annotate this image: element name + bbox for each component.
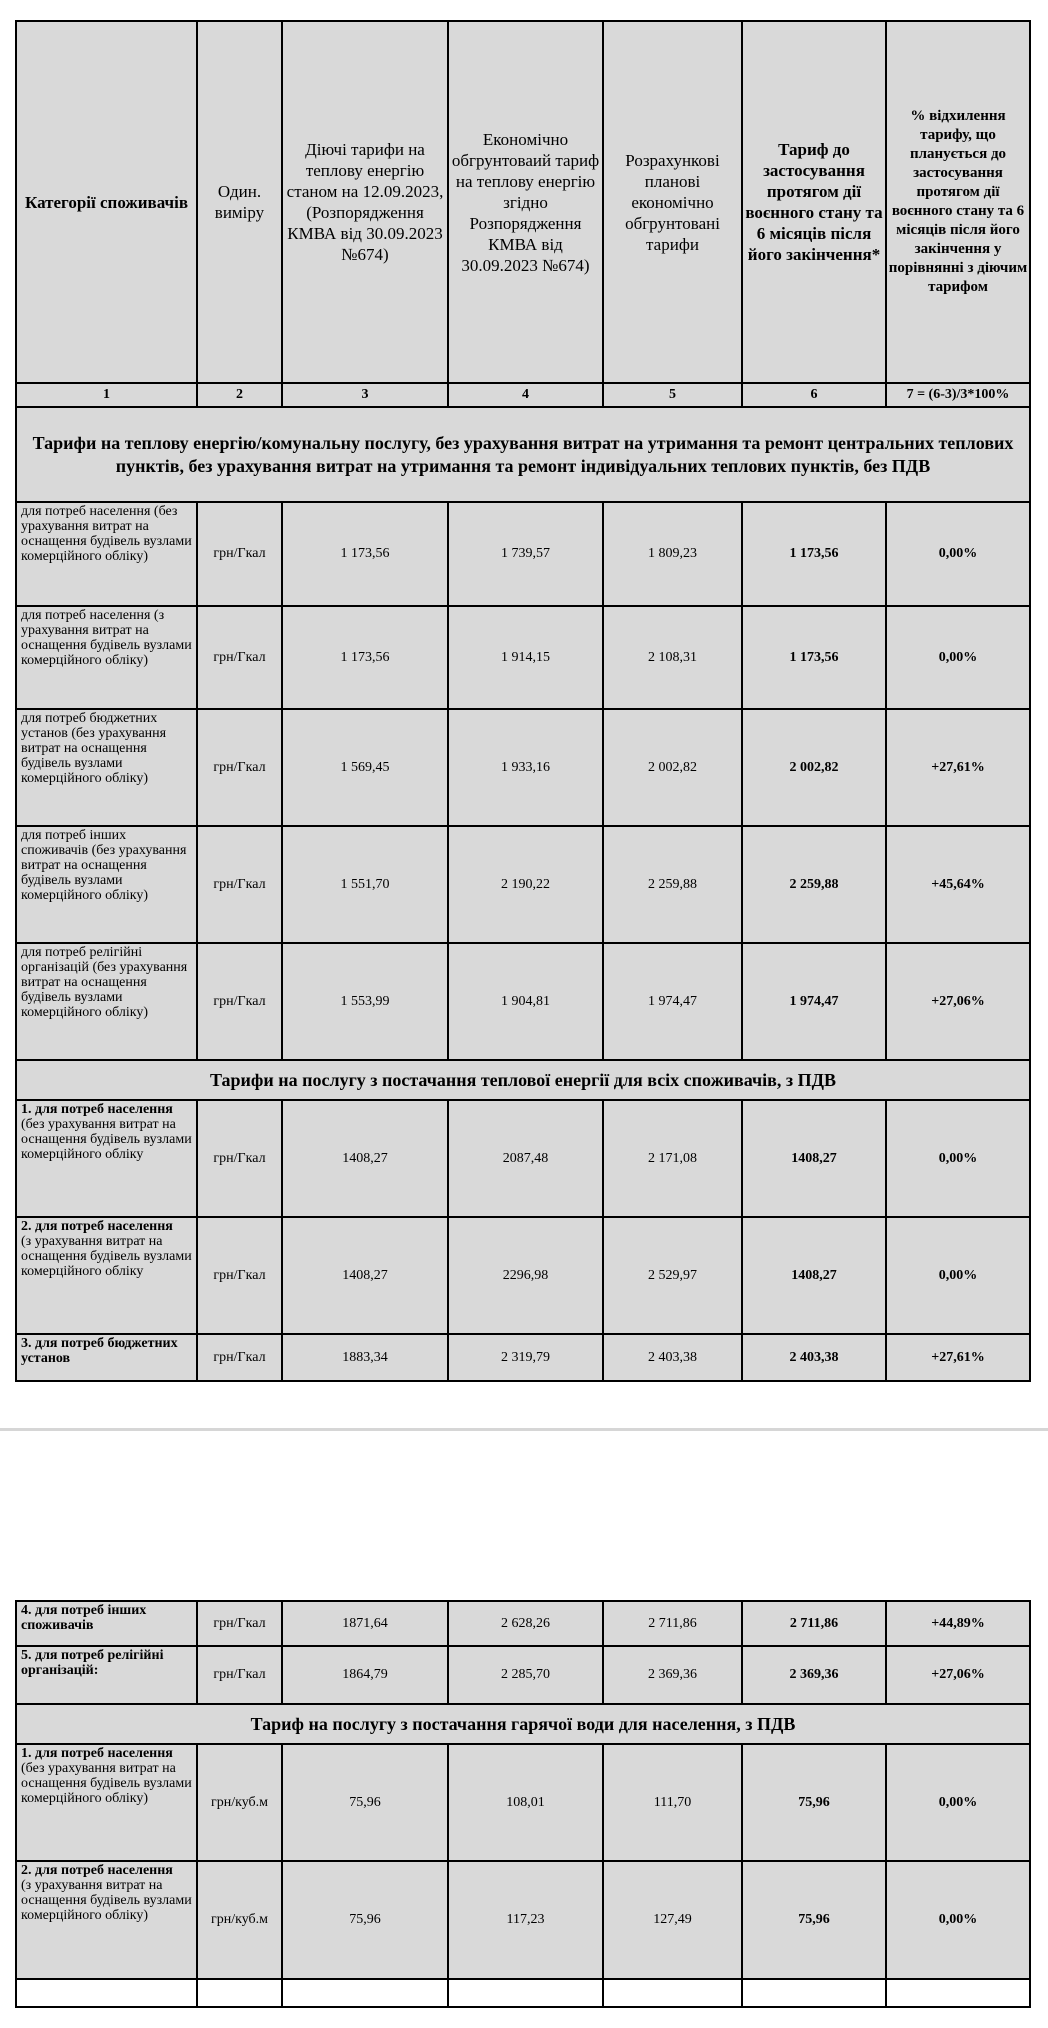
category-cell bbox=[16, 1646, 197, 1704]
table-row bbox=[16, 943, 1030, 1060]
tariff-table-page-2 bbox=[15, 1600, 1031, 2008]
deviation-cell: 0,00% bbox=[886, 1100, 1030, 1217]
deviation-cell: 0,00% bbox=[886, 1744, 1030, 1861]
value-cell: 1 173,56 bbox=[282, 606, 448, 709]
value-cell: 127,49 bbox=[603, 1861, 742, 1979]
value-cell: 75,96 bbox=[282, 1861, 448, 1979]
value-cell: 2 319,79 bbox=[448, 1334, 603, 1381]
deviation-cell: 0,00% bbox=[886, 502, 1030, 606]
deviation-cell: +27,06% bbox=[886, 1646, 1030, 1704]
category-title: 1. для потреб населення bbox=[21, 1102, 173, 1117]
empty-cell bbox=[742, 1979, 886, 2007]
empty-cell bbox=[197, 1979, 282, 2007]
value-cell: 1 914,15 bbox=[448, 606, 603, 709]
column-number-row bbox=[16, 383, 1030, 407]
section-title-heat-supply: Тарифи на послугу з постачання теплової енергії для всіх споживачів, з ПДВ bbox=[16, 1060, 1030, 1100]
category-title: 4. для потреб інших споживачів bbox=[21, 1603, 147, 1633]
applied-tariff-cell: 2 403,38 bbox=[742, 1334, 886, 1381]
applied-tariff-cell: 1 974,47 bbox=[742, 943, 886, 1060]
category-note: (з урахування витрат на оснащення будівель вузлами комерційного обліку bbox=[21, 1234, 192, 1279]
unit-cell: грн/куб.м bbox=[197, 1861, 282, 1979]
header-categories: Категорії споживачів bbox=[16, 21, 197, 383]
col-number: 5 bbox=[603, 383, 742, 407]
value-cell: 75,96 bbox=[282, 1744, 448, 1861]
table-row bbox=[16, 709, 1030, 826]
table-row bbox=[16, 1100, 1030, 1217]
unit-cell: грн/Гкал bbox=[197, 709, 282, 826]
applied-tariff-cell: 1408,27 bbox=[742, 1217, 886, 1334]
empty-cell bbox=[282, 1979, 448, 2007]
deviation-cell: +45,64% bbox=[886, 826, 1030, 943]
category-cell: для потреб бюджетних установ (без урахування витрат на оснащення будівель вузлами комерційного обліку) bbox=[16, 709, 197, 826]
header-deviation: % відхилення тарифу, що планується до застосування протягом дії воєнного стану та 6 місяців після його закінчення у порівнянні з діючим тарифом bbox=[886, 21, 1030, 383]
header-unit: Один. виміру bbox=[197, 21, 282, 383]
value-cell: 2 002,82 bbox=[603, 709, 742, 826]
value-cell: 1408,27 bbox=[282, 1100, 448, 1217]
section-row bbox=[16, 407, 1030, 502]
unit-cell: грн/Гкал bbox=[197, 1100, 282, 1217]
value-cell: 1883,34 bbox=[282, 1334, 448, 1381]
applied-tariff-cell: 75,96 bbox=[742, 1861, 886, 1979]
applied-tariff-cell: 75,96 bbox=[742, 1744, 886, 1861]
category-cell bbox=[16, 1334, 197, 1381]
value-cell: 117,23 bbox=[448, 1861, 603, 1979]
empty-cell bbox=[448, 1979, 603, 2007]
page-separator bbox=[0, 1428, 1048, 1431]
value-cell: 1 933,16 bbox=[448, 709, 603, 826]
applied-tariff-cell: 2 711,86 bbox=[742, 1601, 886, 1646]
value-cell: 1 173,56 bbox=[282, 502, 448, 606]
category-title: 2. для потреб населення bbox=[21, 1219, 173, 1234]
value-cell: 1871,64 bbox=[282, 1601, 448, 1646]
value-cell: 1864,79 bbox=[282, 1646, 448, 1704]
table-row bbox=[16, 1744, 1030, 1861]
col-number: 4 bbox=[448, 383, 603, 407]
value-cell: 1 569,45 bbox=[282, 709, 448, 826]
value-cell: 1 551,70 bbox=[282, 826, 448, 943]
deviation-cell: +27,06% bbox=[886, 943, 1030, 1060]
header-current-tariffs: Діючі тарифи на теплову енергію станом на 12.09.2023, (Розпорядження КМВА від 30.09.2023 №674) bbox=[282, 21, 448, 383]
applied-tariff-cell: 2 002,82 bbox=[742, 709, 886, 826]
value-cell: 1 739,57 bbox=[448, 502, 603, 606]
table-row bbox=[16, 1861, 1030, 1979]
table-row bbox=[16, 1646, 1030, 1704]
category-title: 2. для потреб населення bbox=[21, 1863, 173, 1878]
value-cell: 2 529,97 bbox=[603, 1217, 742, 1334]
category-title: 1. для потреб населення bbox=[21, 1746, 173, 1761]
unit-cell: грн/Гкал bbox=[197, 1334, 282, 1381]
section-title-hot-water: Тариф на послугу з постачання гарячої води для населення, з ПДВ bbox=[16, 1704, 1030, 1744]
applied-tariff-cell: 1 173,56 bbox=[742, 606, 886, 709]
header-economic-tariff: Економічно обгрунтоваий тариф на теплову енергію згідно Розпорядження КМВА від 30.09.2023 №674) bbox=[448, 21, 603, 383]
header-row bbox=[16, 21, 1030, 383]
table-row bbox=[16, 1217, 1030, 1334]
value-cell: 1 553,99 bbox=[282, 943, 448, 1060]
empty-cell bbox=[603, 1979, 742, 2007]
unit-cell: грн/Гкал bbox=[197, 943, 282, 1060]
category-cell bbox=[16, 1100, 197, 1217]
value-cell: 2 190,22 bbox=[448, 826, 603, 943]
value-cell: 1 974,47 bbox=[603, 943, 742, 1060]
unit-cell: грн/Гкал bbox=[197, 1601, 282, 1646]
deviation-cell: +44,89% bbox=[886, 1601, 1030, 1646]
section-title-heat-energy: Тарифи на теплову енергію/комунальну послугу, без урахування витрат на утримання та ремонт центральних теплових пунктів, без урахування витрат на утримання та ремонт індивідуальних теплових пунктів, без ПДВ bbox=[16, 407, 1030, 502]
header-applied-tariff: Тариф до застосування протягом дії воєнного стану та 6 місяців після його закінчення* bbox=[742, 21, 886, 383]
col-number: 6 bbox=[742, 383, 886, 407]
value-cell: 1 809,23 bbox=[603, 502, 742, 606]
category-title: 3. для потреб бюджетних установ bbox=[21, 1336, 178, 1366]
col-number: 3 bbox=[282, 383, 448, 407]
category-cell: для потреб інших споживачів (без урахування витрат на оснащення будівель вузлами комерційного обліку) bbox=[16, 826, 197, 943]
category-cell: для потреб населення (без урахування витрат на оснащення будівель вузлами комерційного обліку) bbox=[16, 502, 197, 606]
category-cell bbox=[16, 1601, 197, 1646]
value-cell: 2 108,31 bbox=[603, 606, 742, 709]
table-row bbox=[16, 502, 1030, 606]
value-cell: 2 259,88 bbox=[603, 826, 742, 943]
deviation-cell: +27,61% bbox=[886, 709, 1030, 826]
empty-cell bbox=[16, 1979, 197, 2007]
value-cell: 2 285,70 bbox=[448, 1646, 603, 1704]
tariff-table-page-1 bbox=[15, 20, 1031, 1382]
value-cell: 2296,98 bbox=[448, 1217, 603, 1334]
col-number: 2 bbox=[197, 383, 282, 407]
table-row bbox=[16, 1334, 1030, 1381]
unit-cell: грн/куб.м bbox=[197, 1744, 282, 1861]
value-cell: 2087,48 bbox=[448, 1100, 603, 1217]
deviation-cell: 0,00% bbox=[886, 606, 1030, 709]
applied-tariff-cell: 2 369,36 bbox=[742, 1646, 886, 1704]
col-number: 7 = (6-3)/3*100% bbox=[886, 383, 1030, 407]
deviation-cell: 0,00% bbox=[886, 1217, 1030, 1334]
empty-row bbox=[16, 1979, 1030, 2007]
deviation-cell: 0,00% bbox=[886, 1861, 1030, 1979]
value-cell: 1 904,81 bbox=[448, 943, 603, 1060]
table-row bbox=[16, 1601, 1030, 1646]
applied-tariff-cell: 1 173,56 bbox=[742, 502, 886, 606]
value-cell: 108,01 bbox=[448, 1744, 603, 1861]
section-row bbox=[16, 1704, 1030, 1744]
empty-cell bbox=[886, 1979, 1030, 2007]
category-note: (з урахування витрат на оснащення будівель вузлами комерційного обліку) bbox=[21, 1878, 192, 1923]
value-cell: 2 403,38 bbox=[603, 1334, 742, 1381]
unit-cell: грн/Гкал bbox=[197, 826, 282, 943]
table-row bbox=[16, 826, 1030, 943]
value-cell: 2 711,86 bbox=[603, 1601, 742, 1646]
value-cell: 111,70 bbox=[603, 1744, 742, 1861]
unit-cell: грн/Гкал bbox=[197, 1217, 282, 1334]
category-cell: для потреб релігійні організацій (без урахування витрат на оснащення будівель вузлами комерційного обліку) bbox=[16, 943, 197, 1060]
value-cell: 2 369,36 bbox=[603, 1646, 742, 1704]
col-number: 1 bbox=[16, 383, 197, 407]
category-cell: для потреб населення (з урахування витрат на оснащення будівель вузлами комерційного обліку) bbox=[16, 606, 197, 709]
unit-cell: грн/Гкал bbox=[197, 502, 282, 606]
deviation-cell: +27,61% bbox=[886, 1334, 1030, 1381]
value-cell: 2 171,08 bbox=[603, 1100, 742, 1217]
applied-tariff-cell: 1408,27 bbox=[742, 1100, 886, 1217]
category-cell bbox=[16, 1217, 197, 1334]
category-title: 5. для потреб релігійні організацій: bbox=[21, 1648, 164, 1678]
value-cell: 1408,27 bbox=[282, 1217, 448, 1334]
section-row bbox=[16, 1060, 1030, 1100]
category-cell bbox=[16, 1744, 197, 1861]
unit-cell: грн/Гкал bbox=[197, 1646, 282, 1704]
category-cell bbox=[16, 1861, 197, 1979]
category-note: (без урахування витрат на оснащення будівель вузлами комерційного обліку bbox=[21, 1117, 192, 1162]
table-row bbox=[16, 606, 1030, 709]
applied-tariff-cell: 2 259,88 bbox=[742, 826, 886, 943]
value-cell: 2 628,26 bbox=[448, 1601, 603, 1646]
unit-cell: грн/Гкал bbox=[197, 606, 282, 709]
header-calculated-tariffs: Розрахункові планові економічно обгрунтовані тарифи bbox=[603, 21, 742, 383]
category-note: (без урахування витрат на оснащення будівель вузлами комерційного обліку) bbox=[21, 1761, 192, 1806]
